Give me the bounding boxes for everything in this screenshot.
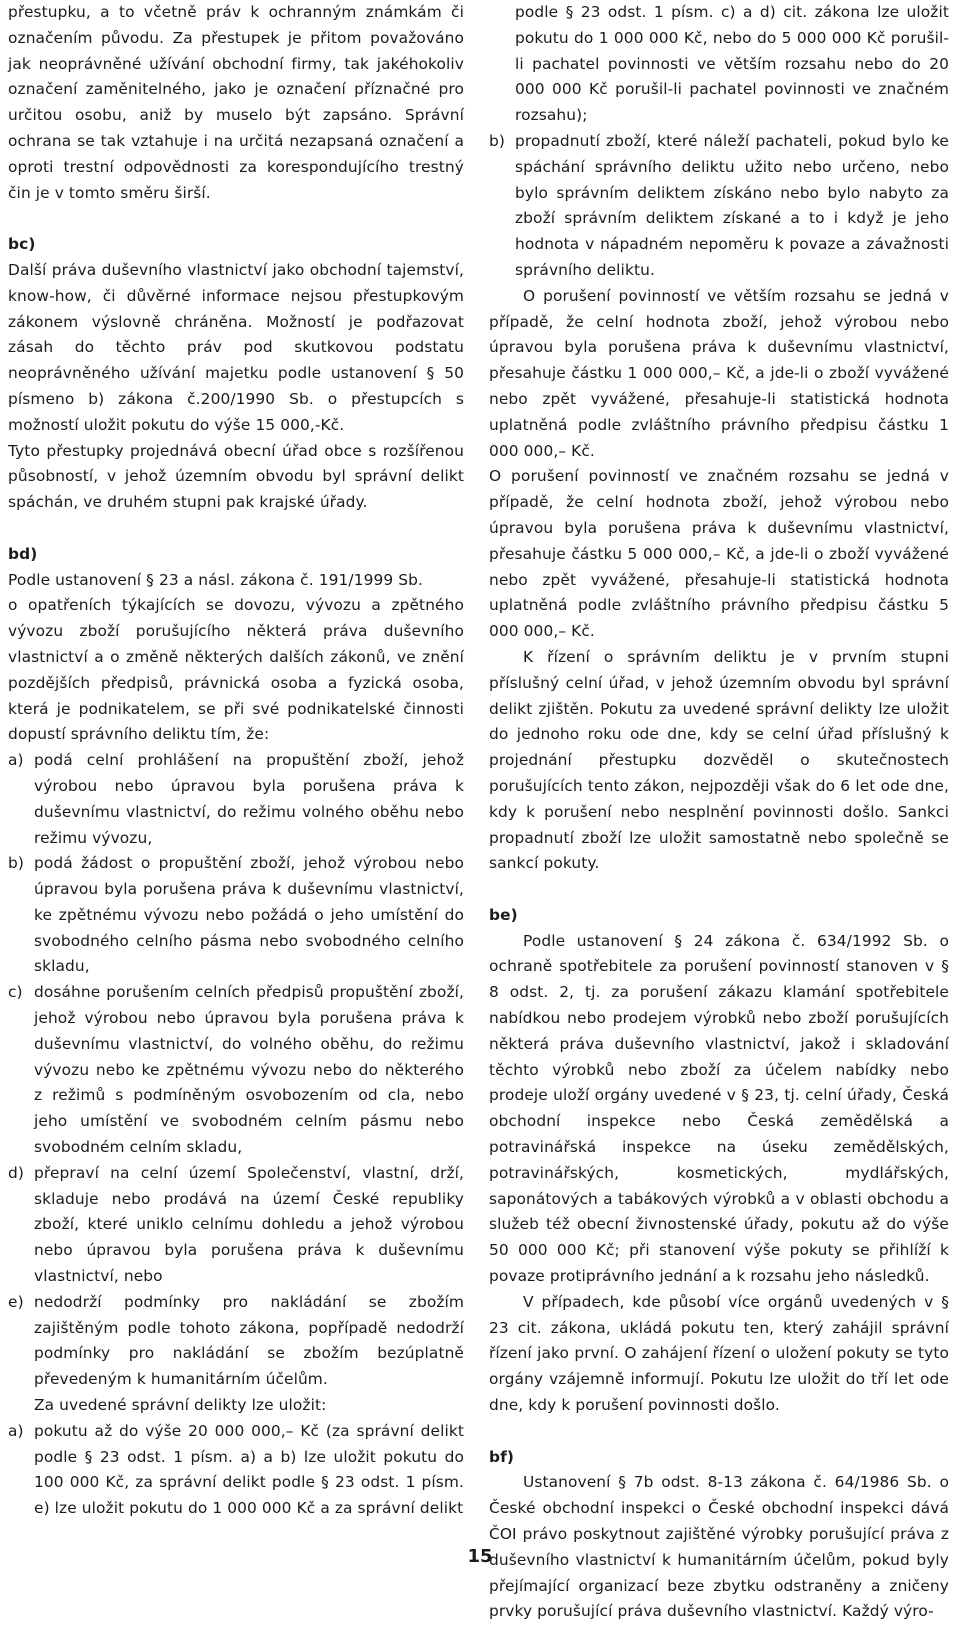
paragraph-bc-1: Další práva duševního vlastnictví jako obchodní tajemství, know-how, či důvěrné informace nejsou přestupkovým zákonem výslovně chráněna. Možností je podřazovat zásah do těchto práv pod skutkovou podstatu neoprávněného užívání majetku podle ustanovení § 50 písmeno b) zákona č.200/1990 Sb. o přestupcích s možností uložit pokutu do výše 15 000,-Kč. (8, 260, 464, 434)
list-marker: d) (8, 1163, 24, 1182)
paragraph-be-2: V případech, kde působí více orgánů uvedených v § 23 cit. zákona, ukládá pokutu ten, který zahájil správní řízení jako první. O zahájení řízení o uložení pokuty se tyto orgány vzájemně informují. Pokutu lze uložit do tří let ode dne, kdy k porušení povinnosti došlo. (489, 1292, 949, 1415)
list-marker: a) (8, 751, 24, 770)
list-item-fine-a (8, 1419, 464, 1522)
list-item (8, 851, 464, 980)
list-item-text: podá celní prohlášení na propuštění zboží, jehož výrobou nebo úpravou byla porušena práva k duševnímu vlastnictví, do režimu volného oběhu nebo režimu vývozu, (34, 751, 464, 847)
list-marker: b) (8, 854, 24, 873)
section-heading-bd: bd) (8, 544, 38, 563)
section-heading-bc: bc) (8, 235, 36, 254)
list-item-text: pokutu až do výše 20 000 000,– Kč (za správní delikt podle § 23 odst. 1 písm. a) a b) lze uložit pokutu do 100 000 Kč, za správní delikt podle § 23 odst. 1 písm. e) lze uložit pokutu do 1 000 000 Kč a za správní delikt (34, 1421, 464, 1518)
list-item (8, 748, 464, 851)
paragraph-bd-2: o opatřeních týkajících se dovozu, vývozu a zpětného vývozu zboží porušujícího některá práva duševního vlastnictví a o změně některých dalších zákonů, ve znění pozdějších předpisů, právnická osoba a fyzická osoba, která je podnikatelem, se při své podnikatelské činnosti dopustí správního deliktu tím, že: (8, 596, 464, 744)
paragraph-intro: přestupku, a to včetně práv k ochranným známkám či označením původu. Za přestupek je přitom považováno jak neoprávněné užívání obchodní firmy, tak jakéhokoliv označení zaměnitelného, jako je označení příznačné pro určitou osobu, aniž by muselo být zapsáno. Správní ochrana se tak vztahuje i na určitá nezapsaná označení a oproti trestní odpovědnosti za korespondujícího trestný čin je v tomto směru širší. (8, 3, 464, 202)
list-item-text: přepraví na celní území Společenství, vlastní, drží, skladuje nebo prodává na území České republiky zboží, které uniklo celnímu dohledu a jehož výrobou nebo úpravou byla porušena práva k duševnímu vlastnictví, nebo (34, 1163, 464, 1286)
list-item-text: podá žádost o propuštění zboží, jehož výrobou nebo úpravou byla porušena práva k duševnímu vlastnictví, ke zpětnému vývozu nebo požádá o jeho umístění do svobodného celního pásma nebo svobodného celního skladu, (34, 854, 464, 976)
list-item (8, 980, 464, 1161)
left-column (8, 0, 464, 1522)
list-item (8, 1161, 464, 1290)
paragraph-proceedings: K řízení o správním deliktu je v prvním stupni příslušný celní úřad, v jehož územním obvodu byl správní delikt zjištěn. Pokutu za uvedené správní delikty lze uložit do jednoho roku ode dne, kdy se celní úřad příslušný k projednání přestupku dozvěděl o skutečnostech porušujících tento zákon, nejpozději však do 6 let ode dne, kdy k porušení nebo nesplnění povinnosti došlo. Sankci propadnutí zboží lze uložit samostatně nebo společně se sankcí pokuty. (489, 647, 949, 873)
paragraph-bc-2: Tyto přestupky projednává obecní úřad obce s rozšířenou působností, v jehož územním obvodu byl správní delikt spáchán, ve druhém stupni pak krajské úřady. (8, 441, 464, 512)
paragraph-fine-continuation: podle § 23 odst. 1 písm. c) a d) cit. zákona lze uložit pokutu do 1 000 000 Kč, nebo do 5 000 000 Kč porušil-li pachatel povinnosti ve větším rozsahu nebo do 20 000 000 Kč porušil-li pachatel povinnosti ve značném rozsahu); (515, 3, 949, 125)
list-item-text: nedodrží podmínky pro nakládání se zbožím zajištěným podle tohoto zákona, popřípadě nedodrží podmínky pro nakládání se zbožím bezúplatně převedeným k humanitárním účelům. (34, 1292, 464, 1389)
section-heading-be: be) (489, 905, 518, 924)
list-marker: a) (8, 1421, 24, 1440)
list-item-text: propadnutí zboží, které náleží pachateli, pokud bylo ke spáchání správního deliktu užito nebo určeno, nebo bylo správním deliktem získáno nebo bylo nabyto za zboží správním deliktem získané a to i když je jeho hodnota v nápadném nepoměru k povaze a závažnosti správního deliktu. (515, 131, 949, 279)
list-marker: b) (489, 131, 505, 150)
page-number: 15 (467, 1546, 493, 1567)
paragraph-bd-1: Podle ustanovení § 23 a násl. zákona č. 191/1999 Sb. (8, 570, 423, 589)
paragraph-be-1: Podle ustanovení § 24 zákona č. 634/1992 Sb. o ochraně spotřebitele za porušení povinností stanoven v § 8 odst. 2, tj. za porušení zákazu klamání spotřebitele nabídkou nebo prodejem výrobků nebo zboží porušujících některá práva duševního vlastnictví, jakož i skladování těchto výrobků nebo zboží za účelem nabídky nebo prodeje uloží orgány uvedené v § 23, tj. celní úřady, Česká obchodní inspekce nebo Česká zemědělská a potravinářská inspekce na úseku zemědělských, potravinářských, kosmetických, mydlářských, saponátových a tabákových výrobků a v oblasti obchodu a služeb též obecní živnostenské úřady, pokutu až do výše 50 000 000 Kč; při stanovení výše pokuty se přihlíží k povaze protiprávního jednání a k rozsahu jeho následků. (489, 931, 949, 1286)
paragraph-significant-scope: O porušení povinností ve značném rozsahu se jedná v případě, že celní hodnota zboží, jehož výrobou nebo úpravou byla porušena práva k duševnímu vlastnictví, přesahuje částku 5 000 000,– Kč, a jde-li o zboží vyvážené nebo zpět vyvážené, přesahuje-li statistická hodnota uplatněná podle zvláštního právního předpisu částku 5 000 000,– Kč. (489, 467, 949, 641)
section-heading-bf: bf) (489, 1447, 515, 1466)
paragraph-larger-scope: O porušení povinností ve větším rozsahu se jedná v případě, že celní hodnota zboží, jehož výrobou nebo úpravou byla porušena práva k duševnímu vlastnictví, přesahuje částku 1 000 000,– Kč, a jde-li o zboží vyvážené nebo zpět vyvážené, přesahuje-li statistická hodnota uplatněná podle zvláštního právního předpisu částku 1 000 000,– Kč. (489, 286, 949, 460)
offence-list (8, 748, 464, 1393)
list-item-fine-b (489, 129, 949, 284)
paragraph-bf-1: Ustanovení § 7b odst. 8-13 zákona č. 64/1986 Sb. o České obchodní inspekci o České obchodní inspekci dává ČOI právo poskytnout zajištěné výrobky porušující práva z duševního vlastnictví k humanitárním účelům, pokud byly přejímající organizací beze zbytku odstraněny a zničeny prvky porušující práva duševního vlastnictví. Každý výro- (489, 1473, 949, 1621)
list-marker: c) (8, 983, 23, 1002)
paragraph-fine-intro: Za uvedené správní delikty lze uložit: (34, 1396, 327, 1415)
right-column (489, 0, 949, 1625)
list-item-text: dosáhne porušením celních předpisů propuštění zboží, jehož výrobou nebo úpravou byla porušena práva k duševnímu vlastnictví, do volného oběhu, do režimu vývozu nebo ke zpětnému vývozu nebo do některého z režimů s podmíněným osvobozením od cla, nebo jeho umístění ve svobodném celním pásmu nebo svobodném celním skladu, (34, 983, 464, 1157)
list-marker: e) (8, 1292, 24, 1311)
list-item (8, 1290, 464, 1393)
